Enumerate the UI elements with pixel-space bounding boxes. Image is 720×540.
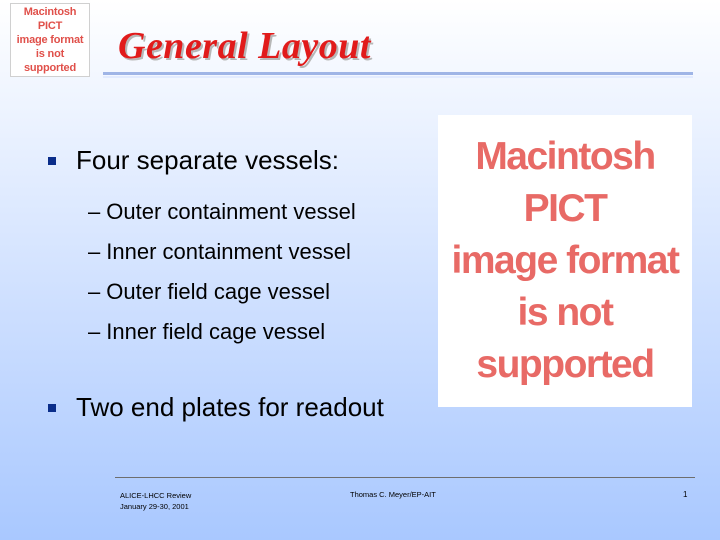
bullet-text: Two end plates for readout — [76, 392, 384, 422]
bullet-item — [48, 145, 339, 176]
square-bullet-icon — [48, 157, 56, 165]
bullet-text: Four separate vessels: — [76, 145, 340, 175]
sub-bullet-text: Outer containment vessel — [106, 199, 356, 224]
dash-icon: – — [88, 319, 101, 344]
slide-title: General Layout — [118, 25, 371, 67]
square-bullet-icon — [48, 404, 56, 412]
placeholder-text-line-3: is not supported — [24, 48, 76, 74]
sub-bullet-text: Inner containment vessel — [106, 239, 351, 264]
sub-bullet-text: Inner field cage vessel — [106, 319, 326, 344]
sub-bullet-item — [88, 312, 356, 352]
sub-bullet-list — [88, 192, 356, 352]
page-number: 1 — [683, 490, 688, 499]
placeholder-text-line-2: image format — [451, 239, 679, 282]
logo-placeholder-image — [10, 3, 90, 77]
bullet-item — [48, 392, 384, 423]
placeholder-text-line-1: Macintosh PICT — [475, 135, 655, 230]
dash-icon: – — [88, 199, 101, 224]
placeholder-text-line-2: image format — [16, 34, 84, 46]
placeholder-text-line-3: is not supported — [476, 291, 654, 386]
title-underline — [103, 72, 693, 75]
footer-event-date: January 29-30, 2001 — [120, 502, 189, 511]
sub-bullet-item — [88, 232, 356, 272]
footer-author: Thomas C. Meyer/EP-AIT — [350, 490, 436, 499]
footer-event-info — [120, 490, 191, 512]
placeholder-text-line-1: Macintosh PICT — [23, 6, 77, 32]
sub-bullet-item — [88, 272, 356, 312]
title-underline-highlight — [103, 76, 693, 78]
footer-event-name: ALICE-LHCC Review — [120, 491, 192, 500]
sub-bullet-item — [88, 192, 356, 232]
dash-icon: – — [88, 239, 101, 264]
footer-divider — [115, 477, 695, 478]
diagram-placeholder-image — [438, 115, 692, 407]
dash-icon: – — [88, 279, 101, 304]
sub-bullet-text: Outer field cage vessel — [106, 279, 331, 304]
